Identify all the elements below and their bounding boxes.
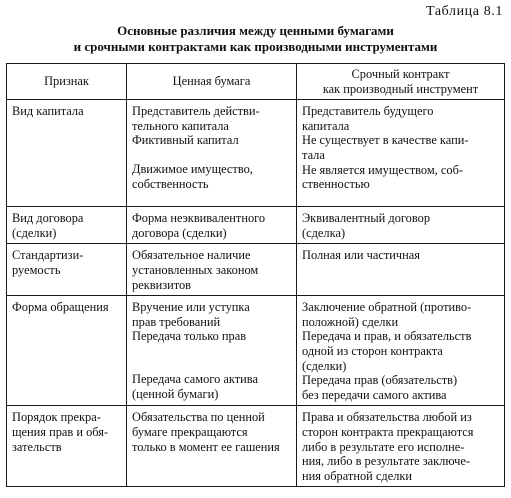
cell-line: без передачи самого актива	[302, 387, 447, 402]
cell-line: Не существует в качестве капи-	[302, 133, 469, 148]
cell-line: Порядок прекра-	[12, 410, 101, 425]
cell-line: Форма неэквивалентного	[132, 211, 266, 226]
table-row	[7, 406, 505, 487]
cell-line: ственностью	[302, 177, 370, 192]
cell-line: тельного капитала	[132, 118, 229, 133]
cell-line: Представитель действи-	[132, 104, 260, 119]
header-row	[7, 64, 505, 100]
contract-cell	[297, 207, 505, 244]
table-number-label: Таблица 8.1	[426, 4, 503, 19]
cell-line: реквизитов	[132, 277, 192, 292]
cell-line: бумаге прекращаются	[132, 424, 248, 439]
cell-line: Полная или частичная	[302, 248, 420, 263]
cell-line: Передача и прав, и обязательств	[302, 329, 472, 344]
cell-line: прав требований	[132, 314, 221, 329]
cell-line: сторон контракта прекращаются	[302, 424, 474, 439]
cell-line: положной) сделки	[302, 314, 399, 329]
cell-line: одной из сторон контракта	[302, 343, 443, 358]
security-cell	[127, 100, 297, 207]
table-row	[7, 244, 505, 296]
feature-cell	[7, 207, 127, 244]
cell-line: (ценной бумаги)	[132, 386, 219, 401]
cell-line: Вручение или уступка	[132, 300, 250, 315]
header-text: Срочный контракт	[351, 67, 450, 81]
cell-line: Форма обращения	[12, 300, 109, 315]
cell-line: Права и обязательства любой из	[302, 410, 472, 425]
cell-line: Вид капитала	[12, 104, 84, 119]
feature-cell	[7, 100, 127, 207]
feature-cell	[7, 406, 127, 487]
cell-line: (сделки)	[302, 358, 347, 373]
cell-line: только в момент ее гашения	[132, 439, 280, 454]
cell-line: Вид договора	[12, 211, 84, 226]
header-text: Признак	[44, 74, 89, 89]
cell-line: Представитель будущего	[302, 104, 434, 119]
contract-cell	[297, 406, 505, 487]
cell-line: (сделка)	[302, 225, 346, 240]
security-cell	[127, 207, 297, 244]
cell-line: Эквивалентный договор	[302, 211, 431, 226]
header-text: как производный инструмент	[322, 81, 479, 96]
cell-line: тала	[302, 147, 325, 162]
security-cell	[127, 406, 297, 487]
feature-cell	[7, 296, 127, 406]
security-cell	[127, 296, 297, 406]
cell-line: Передача только прав	[132, 329, 247, 344]
cell-line: ния обратной сделки	[302, 468, 413, 483]
cell-line: капитала	[302, 118, 350, 133]
header-contract	[297, 64, 505, 100]
header-security	[127, 64, 297, 100]
cell-line: Обязательное наличие	[132, 248, 251, 263]
comparison-table	[6, 63, 505, 487]
cell-line: Обязательства по ценной	[132, 410, 265, 425]
cell-line: Не является имуществом, соб-	[302, 162, 463, 177]
cell-line: Движимое имущество,	[132, 161, 253, 176]
cell-line: щения прав и обя-	[12, 424, 109, 439]
cell-line: собственность	[132, 176, 209, 191]
header-feature	[7, 64, 127, 100]
table-title	[0, 23, 511, 55]
contract-cell	[297, 296, 505, 406]
table-row	[7, 296, 505, 406]
cell-line: Передача самого актива	[132, 371, 258, 386]
contract-cell	[297, 100, 505, 207]
cell-line: Стандартизи-	[12, 248, 84, 263]
cell-line: установленных законом	[132, 262, 259, 277]
header-text: Ценная бумага	[172, 74, 251, 89]
contract-cell	[297, 244, 505, 296]
table-row	[7, 207, 505, 244]
table-title-line: Основные различия между ценными бумагами	[117, 23, 394, 38]
cell-line: зательств	[12, 439, 62, 454]
cell-line: Передача прав (обязательств)	[302, 373, 458, 388]
table-row	[7, 100, 505, 207]
cell-line: договора (сделки)	[132, 225, 227, 240]
table-title-line: и срочными контрактами как производными инструментами	[73, 39, 438, 54]
feature-cell	[7, 244, 127, 296]
cell-line: либо в результате его исполне-	[302, 439, 465, 454]
cell-line: руемость	[12, 262, 61, 277]
security-cell	[127, 244, 297, 296]
cell-line: Заключение обратной (противо-	[302, 300, 472, 315]
cell-line: (сделки)	[12, 225, 57, 240]
cell-line: ния, либо в результате заключе-	[302, 454, 471, 469]
cell-line: Фиктивный капитал	[132, 133, 239, 148]
